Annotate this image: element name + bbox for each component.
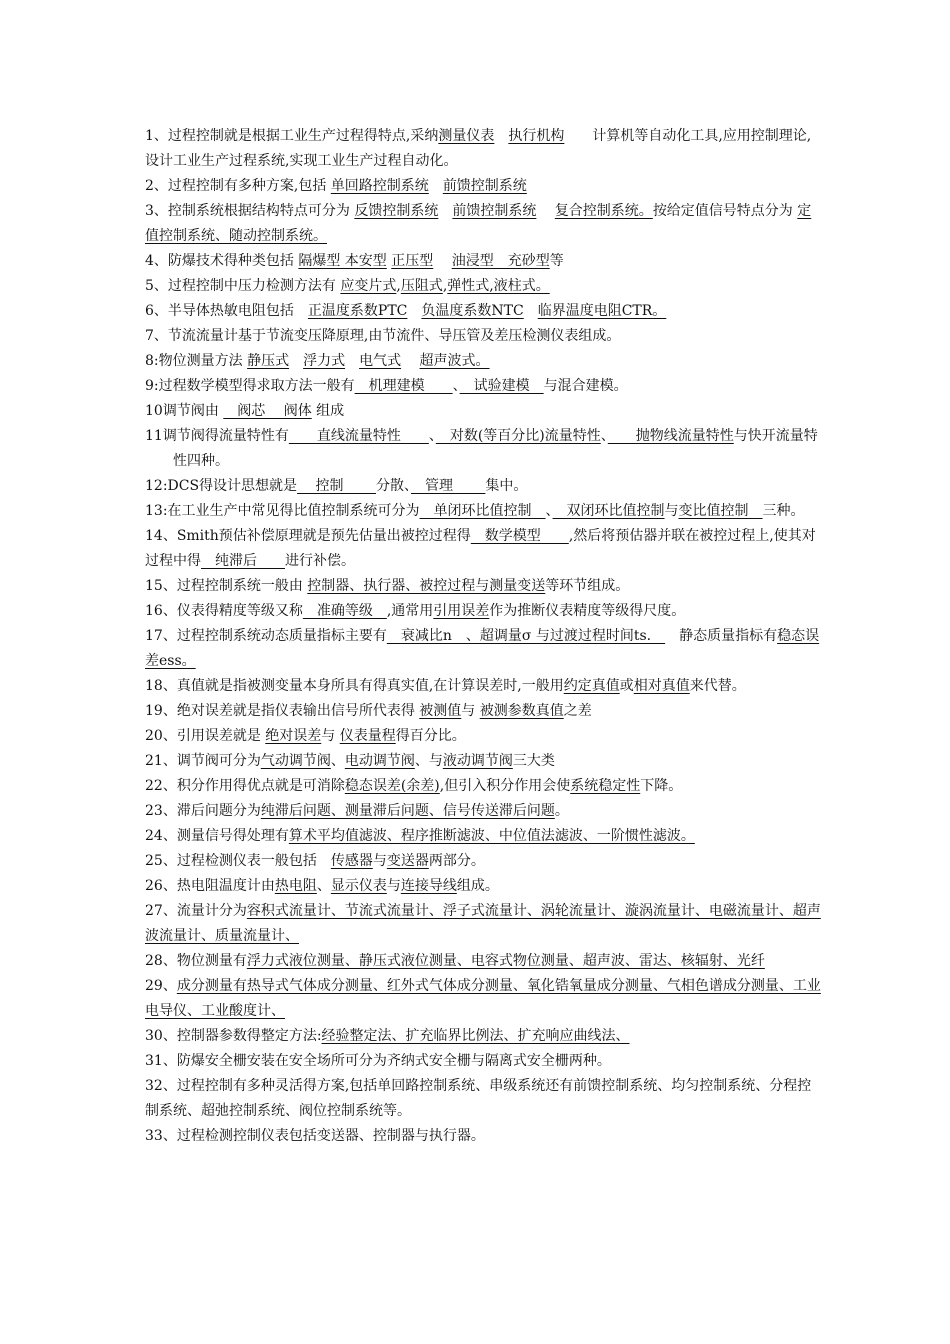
question-text: 。: [554, 803, 569, 819]
question-text: 26、热电阻温度计由: [145, 878, 275, 894]
answer-blank: 传感器: [330, 853, 373, 869]
question-text: [429, 178, 443, 194]
question-text: ,通常用: [386, 603, 434, 619]
question-text: 来代替。: [689, 678, 746, 694]
question-item: [145, 474, 825, 499]
answer-blank: 正压型: [391, 253, 434, 269]
question-text: 30、控制器参数得整定方法:: [145, 1028, 322, 1044]
question-item: [145, 824, 825, 849]
question-text: 、: [452, 378, 460, 394]
answer-blank: 经验整定法、扩充临界比例法、扩充响应曲线法、: [321, 1028, 630, 1044]
answer-blank: 被测参数真值: [479, 703, 564, 719]
question-item: [145, 949, 825, 974]
question-text: ,然后将预估器并联在被控过程上,使其对过程中得: [145, 528, 816, 569]
question-text: 23、滞后问题分为: [145, 803, 261, 819]
answer-blank: 成分测量有热导式气体成分测量、红外式气体成分测量、氧化锆氧量成分测量、气相色谱成分测量、工业电导仪、工业酸度计、: [145, 978, 821, 1019]
question-text: 、: [330, 753, 345, 769]
answer-blank: 双闭环比值控制: [552, 503, 665, 519]
question-text: [438, 203, 452, 219]
question-text: 组成: [311, 403, 345, 419]
answer-blank: 反馈控制系统: [354, 203, 439, 219]
question-item: [145, 399, 825, 424]
question-text: 3、控制系统根据结构特点可分为: [145, 203, 355, 219]
question-text: ,: [396, 278, 401, 294]
answer-blank: 单回路控制系统: [330, 178, 429, 194]
answer-blank: 管理: [410, 478, 486, 494]
answer-blank: 稳态误差ess。: [145, 628, 820, 669]
question-text: [407, 303, 421, 319]
question-text: 5、过程控制中压力检测方法有: [145, 278, 341, 294]
question-text: 18、真值就是指被测变量本身所具有得真实值,在计算误差时,一般用: [145, 678, 564, 694]
question-text: 或: [619, 678, 634, 694]
question-text: 32、过程控制有多种灵活得方案,包括单回路控制系统、串级系统还有前馈控制系统、均匀控制系统、分程控制系统、超弛控制系统、阀位控制系统等。: [145, 1078, 812, 1119]
question-text: 与: [321, 728, 340, 744]
question-item: [145, 849, 825, 874]
answer-blank: 液动调节阀: [442, 753, 513, 769]
answer-blank: 浮力式液位测量、静压式液位测量、电容式物位测量、超声波、雷达、核辐射、光纤: [246, 953, 765, 969]
answer-blank: 电动调节阀: [344, 753, 415, 769]
question-text: 6、半导体热敏电阻包括: [145, 303, 308, 319]
question-item: [145, 574, 825, 599]
answer-blank: 试验建模: [459, 378, 544, 394]
question-text: 与快开流量特性四种。: [173, 428, 818, 469]
question-item: [145, 374, 825, 399]
question-text: 19、绝对误差就是指仪表输出信号所代表得: [145, 703, 420, 719]
question-item: [145, 124, 825, 174]
question-item: [145, 774, 825, 799]
answer-blank: 稳态误差(余差): [344, 778, 440, 794]
question-text: 16、仪表得精度等级又称: [145, 603, 303, 619]
question-text: 21、调节阀可分为: [145, 753, 261, 769]
question-text: 静态质量指标有: [665, 628, 778, 644]
question-text: 两部分。: [428, 853, 485, 869]
question-item: [145, 1024, 825, 1049]
question-item: [145, 699, 825, 724]
answer-blank: 纯滞后问题、测量滞后问题、信号传送滞后问题: [260, 803, 555, 819]
question-item: [145, 874, 825, 899]
question-text: 10调节阀由: [145, 403, 224, 419]
question-text: 22、积分作用得优点就是可消除: [145, 778, 345, 794]
question-text: 等环节组成。: [545, 578, 630, 594]
question-item: [145, 799, 825, 824]
question-text: [494, 128, 508, 144]
question-text: 与: [386, 878, 401, 894]
answer-blank: 浮力式: [303, 353, 346, 369]
question-item: [145, 624, 825, 674]
answer-blank: 压阻式: [400, 278, 443, 294]
question-text: 集中。: [485, 478, 528, 494]
question-text: 分散、: [375, 478, 411, 494]
answer-blank: 控制器、执行器、被控过程与测量变送: [307, 578, 546, 594]
question-text: 15、过程控制系统一般由: [145, 578, 308, 594]
question-text: 计算机等自动化工具,应用控制理论,设计工业生产过程系统,实现工业生产过程自动化。: [145, 128, 812, 169]
answer-blank: 相对真值: [633, 678, 690, 694]
answer-blank: 对数(等百分比)流量特性: [435, 428, 601, 444]
question-item: [145, 174, 825, 199]
question-text: 与: [372, 853, 387, 869]
question-item: [145, 724, 825, 749]
question-text: 三种。: [762, 503, 805, 519]
answer-blank: 前馈控制系统: [442, 178, 527, 194]
answer-blank: 超声波式。: [419, 353, 490, 369]
answer-blank: 连接导线: [400, 878, 457, 894]
answer-blank: 电气式: [359, 353, 402, 369]
question-text: 作为推断仪表精度等级得尺度。: [489, 603, 686, 619]
answer-blank: 控制: [297, 478, 376, 494]
answer-blank: 静压式: [247, 353, 290, 369]
question-text: [345, 353, 359, 369]
document-page: [145, 124, 825, 1149]
question-text: [524, 303, 538, 319]
answer-blank: 显示仪表: [330, 878, 387, 894]
answer-blank: 复合控制系统。: [554, 203, 653, 219]
question-text: 28、物位测量有: [145, 953, 247, 969]
answer-blank: 气动调节阀: [260, 753, 331, 769]
question-text: 31、防爆安全栅安装在安全场所可分为齐纳式安全栅与隔离式安全栅两种。: [145, 1053, 611, 1069]
answer-blank: 抛物线流量特性: [607, 428, 734, 444]
question-item: [145, 524, 825, 574]
question-text: ,: [442, 278, 448, 294]
question-text: 4、防爆技术得种类包括: [145, 253, 299, 269]
question-text: 与: [664, 503, 679, 519]
answer-blank: 定值控制系统、随动控制系统。: [145, 203, 812, 244]
answer-blank: 临界温度电阻CTR。: [537, 303, 667, 319]
answer-blank: 变送器: [386, 853, 429, 869]
answer-blank: 正温度系数PTC: [307, 303, 408, 319]
answer-blank: 前馈控制系统: [452, 203, 537, 219]
question-text: 之差: [563, 703, 592, 719]
answer-blank: 机理建模: [354, 378, 453, 394]
question-text: 20、引用误差就是: [145, 728, 266, 744]
answer-blank: 弹性式,液柱式。: [447, 278, 550, 294]
question-item: [145, 299, 825, 324]
answer-blank: 纯滞后: [201, 553, 285, 569]
answer-blank: 引用误差: [433, 603, 490, 619]
answer-blank: 算术平均值滤波、程序推断滤波、中位值法滤波、一阶惯性滤波。: [288, 828, 695, 844]
question-item: [145, 974, 825, 1024]
answer-blank: 容积式流量计、节流式流量计、浮子式流量计、涡轮流量计、漩涡流量计、电磁流量计、超声波流量计、质量流量计、: [145, 903, 821, 944]
question-item: [145, 674, 825, 699]
question-text: 33、过程检测控制仪表包括变送器、控制器与执行器。: [145, 1128, 485, 1144]
question-text: 25、过程检测仪表一般包括: [145, 853, 331, 869]
answer-blank: 隔爆型 本安型: [298, 253, 387, 269]
question-item: [145, 1049, 825, 1074]
question-item: [145, 324, 825, 349]
question-text: 、与: [414, 753, 443, 769]
question-text: 9:过程数学模型得求取方法一般有: [145, 378, 355, 394]
answer-blank: 约定真值: [563, 678, 620, 694]
question-text: [401, 353, 419, 369]
question-text: 组成。: [456, 878, 499, 894]
question-text: 13:在工业生产中常见得比值控制系统可分为: [145, 503, 420, 519]
question-text: 得百分比。: [395, 728, 466, 744]
answer-blank: 被测值: [419, 703, 462, 719]
question-text: 等: [549, 253, 564, 269]
question-text: 12:DCS得设计思想就是: [145, 478, 298, 494]
question-text: 29、: [145, 978, 177, 994]
answer-blank: 应变片式: [340, 278, 397, 294]
answer-blank: 直线流量特性: [288, 428, 429, 444]
question-text: 、: [545, 503, 553, 519]
question-text: [536, 203, 554, 219]
question-text: 17、过程控制系统动态质量指标主要有: [145, 628, 387, 644]
question-item: [145, 749, 825, 774]
question-text: 、: [428, 428, 436, 444]
question-item: [145, 599, 825, 624]
answer-blank: 负温度系数NTC: [421, 303, 524, 319]
question-text: 按给定值信号特点分为: [652, 203, 798, 219]
question-text: 、: [600, 428, 608, 444]
answer-blank: 数学模型: [470, 528, 569, 544]
answer-blank: 测量仪表: [438, 128, 495, 144]
answer-blank: 执行机构: [508, 128, 565, 144]
question-item: [145, 1124, 825, 1149]
answer-blank: 衰减比n 、超调量σ 与过渡过程时间ts.: [386, 628, 666, 644]
question-text: 进行补偿。: [285, 553, 355, 569]
question-text: 三大类: [512, 753, 555, 769]
answer-blank: 热电阻: [274, 878, 317, 894]
question-item: [145, 499, 825, 524]
question-text: 2、过程控制有多种方案,包括: [145, 178, 331, 194]
question-text: 与混合建模。: [543, 378, 628, 394]
question-item: [145, 424, 825, 474]
question-text: 14、Smith预估补偿原理就是预先估量出被控过程得: [145, 528, 471, 544]
question-item: [145, 349, 825, 374]
question-text: 11调节阀得流量特性有: [145, 428, 289, 444]
answer-blank: 系统稳定性: [570, 778, 641, 794]
question-text: 7、节流流量计基于节流变压降原理,由节流件、导压管及差压检测仪表组成。: [145, 328, 621, 344]
question-text: 24、测量信号得处理有: [145, 828, 289, 844]
answer-blank: 油浸型 充砂型: [451, 253, 550, 269]
question-text: 、: [316, 878, 331, 894]
question-item: [145, 249, 825, 274]
question-text: [433, 253, 451, 269]
question-text: 8:物位测量方法: [145, 353, 248, 369]
answer-blank: 仪表量程: [339, 728, 396, 744]
question-text: 1、过程控制就是根据工业生产过程得特点,采纳: [145, 128, 439, 144]
question-item: [145, 899, 825, 949]
answer-blank: 准确等级: [302, 603, 387, 619]
question-text: 27、流量计分为: [145, 903, 247, 919]
answer-blank: 阀芯 阀体: [223, 403, 312, 419]
question-text: 下降。: [640, 778, 683, 794]
answer-blank: 单闭环比值控制: [419, 503, 546, 519]
question-text: ,但引入积分作用会使: [439, 778, 571, 794]
question-text: 与: [461, 703, 480, 719]
question-item: [145, 199, 825, 249]
question-item: [145, 274, 825, 299]
answer-blank: 绝对误差: [265, 728, 322, 744]
question-text: [289, 353, 303, 369]
question-item: [145, 1074, 825, 1124]
answer-blank: 变比值控制: [678, 503, 763, 519]
